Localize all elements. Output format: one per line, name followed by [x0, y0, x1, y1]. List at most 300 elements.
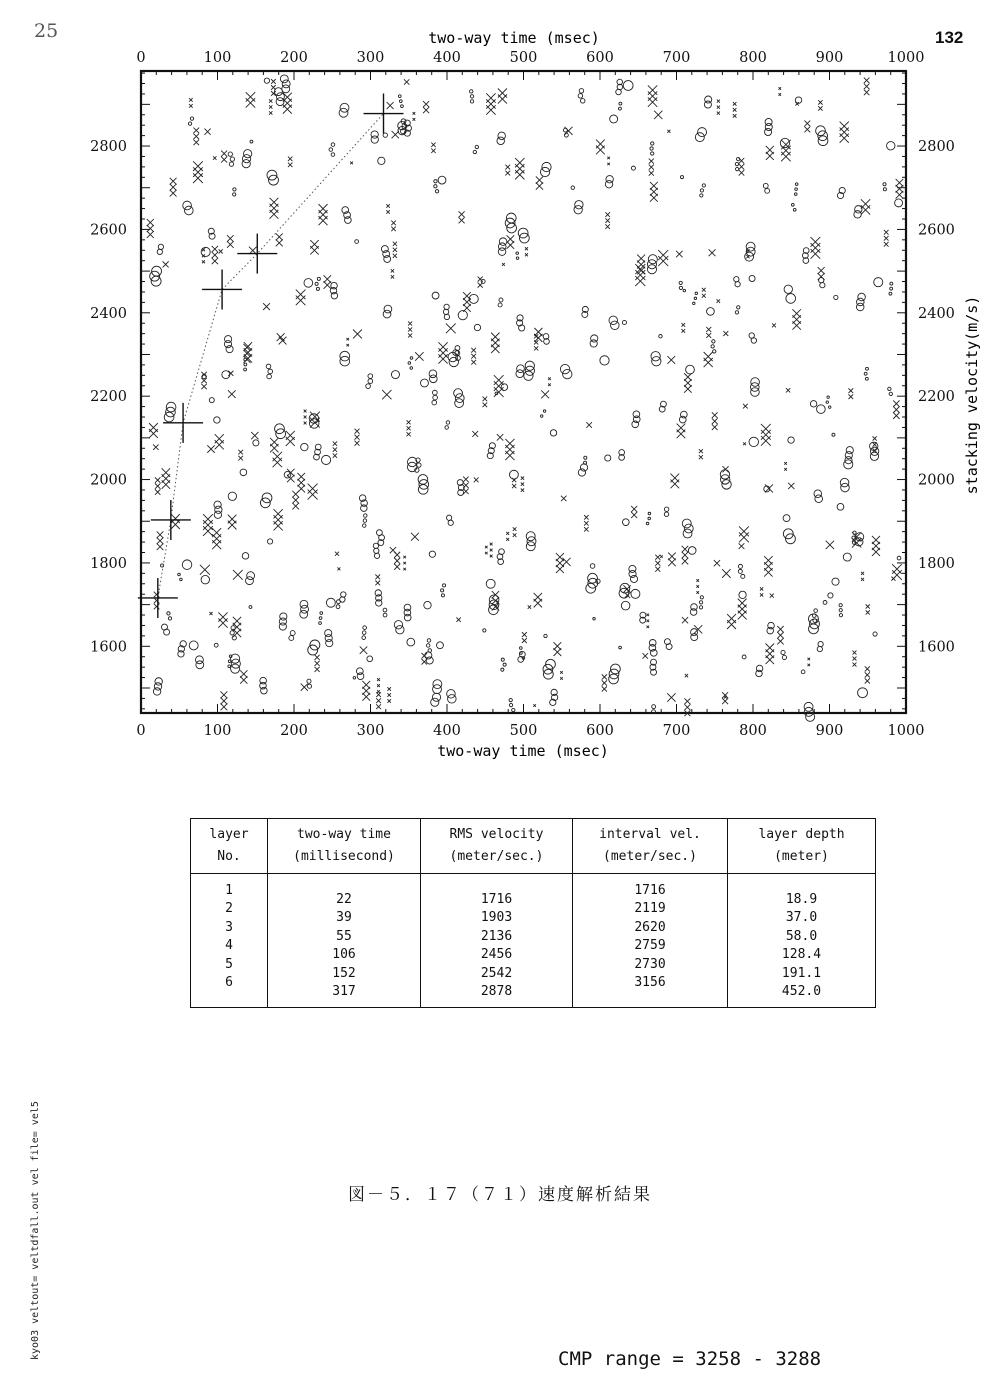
semblance-circle — [154, 683, 161, 690]
semblance-cross — [738, 611, 747, 620]
semblance-cross — [490, 543, 493, 546]
semblance-cross — [154, 604, 160, 610]
semblance-circle — [455, 399, 464, 408]
semblance-cross — [221, 151, 227, 157]
semblance-cross — [818, 267, 825, 274]
semblance-cross — [884, 236, 889, 241]
semblance-cross — [403, 568, 405, 570]
semblance-cross — [413, 112, 416, 115]
semblance-cross — [308, 484, 318, 494]
semblance-circle — [817, 646, 822, 651]
semblance-circle — [749, 437, 758, 446]
semblance-circle — [648, 517, 651, 520]
semblance-circle — [361, 505, 368, 512]
semblance-cross — [227, 241, 234, 248]
semblance-circle — [889, 292, 892, 295]
y-tick-label: 2200 — [918, 389, 955, 406]
semblance-cross — [505, 171, 510, 176]
semblance-cross — [668, 559, 676, 567]
semblance-circle — [233, 188, 236, 191]
y-tick-label: 2000 — [918, 472, 955, 489]
x-tick-label: 300 — [356, 50, 385, 66]
semblance-cross — [155, 483, 160, 488]
semblance-cross — [387, 102, 394, 109]
semblance-circle — [873, 632, 877, 636]
semblance-circle — [279, 623, 286, 630]
semblance-cross — [712, 412, 718, 418]
x-tick-label: 500 — [509, 50, 538, 66]
semblance-circle — [540, 167, 549, 176]
semblance-cross — [304, 416, 307, 419]
semblance-cross — [682, 546, 689, 553]
semblance-circle — [391, 371, 399, 379]
semblance-circle — [353, 677, 355, 679]
semblance-circle — [795, 188, 798, 191]
semblance-circle — [178, 573, 181, 576]
y-tick-labels-right — [918, 139, 955, 655]
semblance-cross — [811, 243, 821, 253]
semblance-cross — [848, 388, 853, 393]
semblance-cross — [375, 574, 380, 579]
semblance-cross — [722, 698, 728, 704]
semblance-circle — [315, 282, 318, 285]
semblance-circle — [339, 108, 348, 117]
semblance-cross — [784, 462, 787, 465]
semblance-circle — [782, 655, 786, 659]
semblance-circle — [473, 150, 476, 153]
semblance-circle — [579, 89, 584, 94]
x-tick-labels-bottom — [136, 723, 924, 739]
semblance-cross — [288, 163, 292, 167]
semblance-circle — [481, 279, 485, 283]
semblance-circle — [362, 631, 366, 635]
x-tick-label: 900 — [815, 50, 844, 66]
semblance-circle — [699, 606, 702, 609]
semblance-cross — [394, 564, 400, 570]
semblance-cross — [658, 256, 668, 266]
semblance-circle — [336, 605, 340, 609]
semblance-circle — [804, 702, 813, 711]
semblance-circle — [383, 310, 391, 318]
semblance-cross — [643, 653, 648, 658]
header-layer-no: layer No. — [191, 819, 268, 874]
semblance-cross — [525, 247, 528, 250]
semblance-cross — [212, 258, 218, 264]
semblance-cross — [403, 562, 405, 564]
semblance-circle — [226, 346, 233, 353]
semblance-circle — [702, 184, 705, 187]
semblance-cross — [297, 479, 305, 487]
semblance-circle — [870, 452, 878, 460]
semblance-circle — [184, 206, 193, 215]
semblance-circle — [168, 617, 171, 620]
semblance-circle — [433, 680, 442, 689]
y-tick-label: 1600 — [918, 639, 955, 656]
semblance-cross — [717, 100, 720, 103]
semblance-cross — [717, 106, 720, 109]
semblance-circle — [700, 194, 703, 197]
semblance-cross — [739, 543, 745, 549]
y-tick-label: 2400 — [90, 305, 127, 322]
semblance-cross — [411, 533, 419, 541]
semblance-circle — [765, 123, 772, 130]
semblance-cross — [347, 344, 349, 346]
semblance-cross — [515, 170, 524, 179]
semblance-cross — [655, 567, 660, 572]
semblance-circle — [408, 362, 411, 365]
semblance-cross — [202, 254, 205, 257]
semblance-cross — [202, 260, 205, 263]
semblance-cross — [238, 456, 243, 461]
semblance-cross — [893, 400, 899, 406]
semblance-cross — [308, 490, 318, 500]
semblance-circle — [751, 388, 760, 397]
semblance-circle — [290, 631, 295, 636]
semblance-circle — [693, 302, 695, 304]
semblance-circle — [228, 665, 231, 668]
semblance-cross — [491, 345, 499, 353]
semblance-circle — [611, 321, 620, 330]
semblance-cross — [203, 514, 213, 524]
semblance-cross — [203, 520, 213, 530]
semblance-circle — [495, 392, 498, 395]
semblance-circle — [763, 183, 768, 188]
semblance-cross — [215, 440, 224, 449]
semblance-circle — [817, 405, 826, 414]
column-layer-no — [191, 874, 268, 1008]
semblance-points — [147, 75, 903, 721]
semblance-cross — [212, 246, 218, 252]
semblance-cross — [808, 658, 811, 661]
semblance-circle — [679, 416, 686, 423]
semblance-cross — [324, 281, 331, 288]
semblance-cross — [387, 693, 391, 697]
semblance-cross — [193, 161, 203, 171]
semblance-cross — [702, 288, 706, 292]
semblance-cross — [471, 354, 476, 359]
semblance-circle — [432, 693, 440, 701]
semblance-circle — [864, 372, 867, 375]
semblance-cross — [220, 703, 227, 710]
semblance-circle — [499, 298, 503, 302]
x-tick-label: 700 — [662, 723, 691, 739]
semblance-cross — [602, 686, 607, 691]
semblance-circle — [340, 597, 345, 602]
semblance-circle — [683, 289, 686, 292]
semblance-cross — [521, 482, 524, 485]
semblance-circle — [209, 398, 214, 403]
semblance-circle — [700, 596, 703, 599]
semblance-cross — [463, 304, 471, 312]
semblance-cross — [584, 515, 588, 519]
semblance-circle — [631, 166, 635, 170]
semblance-cross — [861, 572, 864, 575]
column-interval-vel — [573, 874, 728, 1008]
semblance-circle — [742, 655, 746, 659]
semblance-circle — [679, 286, 682, 289]
semblance-cross — [733, 102, 737, 106]
semblance-cross — [648, 97, 657, 106]
semblance-cross — [377, 678, 380, 681]
semblance-cross — [781, 152, 791, 162]
x-tick-label: 300 — [356, 723, 385, 739]
semblance-cross — [808, 664, 811, 667]
semblance-circle — [329, 148, 333, 152]
semblance-circle — [448, 695, 457, 704]
semblance-cross — [896, 191, 904, 199]
semblance-cross — [534, 334, 538, 338]
semblance-cross — [811, 237, 821, 247]
semblance-cross — [605, 212, 610, 217]
semblance-cross — [471, 348, 476, 353]
semblance-cross — [483, 403, 488, 408]
semblance-cross — [605, 218, 610, 223]
semblance-cross — [335, 552, 339, 556]
semblance-cross — [655, 561, 660, 566]
semblance-cross — [811, 249, 821, 259]
table-cell: 152 — [332, 965, 356, 981]
semblance-circle — [246, 577, 254, 585]
semblance-cross — [513, 527, 517, 531]
semblance-cross — [892, 564, 902, 574]
y-tick-label: 2400 — [918, 305, 955, 322]
table-cell: 452.0 — [781, 983, 822, 999]
semblance-cross — [490, 549, 493, 552]
semblance-cross — [386, 210, 389, 213]
semblance-circle — [526, 542, 535, 551]
semblance-circle — [441, 589, 444, 592]
semblance-circle — [214, 501, 221, 508]
semblance-circle — [432, 400, 437, 405]
semblance-cross — [376, 704, 381, 709]
semblance-circle — [201, 575, 209, 583]
semblance-circle — [368, 379, 373, 384]
semblance-circle — [795, 183, 798, 186]
semblance-circle — [158, 244, 163, 249]
semblance-circle — [791, 203, 794, 206]
semblance-circle — [874, 278, 883, 287]
x-tick-label: 0 — [136, 723, 146, 739]
semblance-circle — [433, 395, 438, 400]
semblance-circle — [322, 455, 331, 464]
semblance-cross — [696, 579, 699, 582]
semblance-cross — [333, 453, 337, 457]
semblance-cross — [212, 540, 221, 549]
semblance-circle — [686, 365, 695, 374]
semblance-cross — [238, 450, 243, 455]
semblance-circle — [737, 306, 740, 309]
semblance-cross — [739, 164, 745, 170]
semblance-cross — [212, 252, 218, 258]
semblance-cross — [684, 379, 691, 386]
semblance-cross — [562, 558, 570, 566]
semblance-cross — [393, 248, 397, 252]
semblance-circle — [590, 564, 595, 569]
semblance-cross — [506, 532, 509, 535]
semblance-circle — [363, 626, 367, 630]
semblance-circle — [856, 303, 864, 311]
semblance-cross — [777, 638, 783, 644]
semblance-circle — [244, 368, 247, 371]
semblance-circle — [895, 199, 903, 207]
x-tick-label: 900 — [815, 723, 844, 739]
semblance-cross — [866, 610, 870, 614]
y-tick-label: 1600 — [90, 639, 127, 656]
semblance-circle — [593, 617, 595, 619]
semblance-cross — [696, 585, 699, 588]
semblance-circle — [331, 143, 335, 147]
semblance-cross — [492, 597, 499, 604]
x-tick-label: 1000 — [887, 50, 925, 66]
semblance-circle — [431, 698, 439, 706]
column-rms-velocity — [421, 874, 573, 1008]
semblance-cross — [203, 526, 213, 536]
table-cell: 18.9 — [785, 892, 818, 907]
semblance-cross — [677, 430, 686, 439]
semblance-circle — [446, 421, 450, 425]
semblance-circle — [437, 642, 444, 649]
semblance-circle — [433, 390, 438, 395]
semblance-cross — [390, 547, 396, 553]
semblance-cross — [407, 432, 411, 436]
semblance-cross — [884, 230, 889, 235]
side-note: kyo03 veltout= veltdfall.out vel file= vel5 — [30, 1101, 41, 1360]
semblance-circle — [501, 658, 504, 661]
semblance-cross — [521, 476, 524, 479]
semblance-cross — [647, 626, 650, 629]
semblance-circle — [820, 283, 825, 288]
semblance-cross — [463, 477, 468, 482]
semblance-cross — [778, 93, 781, 96]
semblance-circle — [319, 622, 322, 625]
semblance-circle — [699, 601, 702, 604]
semblance-circle — [371, 136, 378, 143]
semblance-circle — [712, 340, 715, 343]
semblance-cross — [277, 333, 285, 341]
semblance-cross — [635, 276, 645, 286]
semblance-cross — [270, 210, 279, 219]
semblance-cross — [438, 354, 447, 363]
semblance-circle — [680, 176, 683, 179]
semblance-cross — [193, 173, 203, 183]
semblance-circle — [814, 609, 818, 613]
semblance-circle — [605, 181, 612, 188]
x-tick-label: 600 — [586, 723, 614, 739]
semblance-cross — [865, 672, 870, 677]
semblance-cross — [270, 444, 278, 452]
semblance-circle — [426, 657, 433, 664]
semblance-cross — [761, 424, 771, 434]
semblance-circle — [267, 374, 272, 379]
semblance-circle — [888, 387, 891, 390]
semblance-circle — [425, 652, 432, 659]
semblance-circle — [433, 685, 442, 694]
semblance-cross — [761, 430, 771, 440]
table-cell: 37.0 — [785, 910, 818, 926]
semblance-cross — [502, 263, 505, 266]
semblance-circle — [695, 292, 697, 294]
semblance-cross — [355, 429, 360, 434]
semblance-cross — [534, 340, 538, 344]
x-tick-label: 600 — [586, 50, 614, 66]
semblance-cross — [865, 666, 870, 671]
semblance-circle — [519, 647, 522, 650]
semblance-cross — [864, 84, 870, 90]
semblance-cross — [602, 680, 607, 685]
semblance-cross — [727, 620, 736, 629]
semblance-circle — [713, 350, 716, 353]
semblance-cross — [157, 537, 164, 544]
semblance-circle — [454, 389, 463, 398]
semblance-circle — [590, 340, 597, 347]
semblance-circle — [355, 240, 359, 244]
semblance-cross — [667, 130, 670, 133]
semblance-cross — [873, 436, 877, 440]
semblance-circle — [307, 684, 311, 688]
semblance-circle — [326, 598, 335, 607]
semblance-circle — [610, 115, 618, 123]
semblance-circle — [700, 189, 703, 192]
semblance-circle — [378, 157, 385, 164]
semblance-circle — [516, 257, 519, 260]
semblance-circle — [196, 661, 204, 669]
semblance-cross — [896, 179, 904, 187]
semblance-circle — [249, 606, 252, 609]
semblance-cross — [376, 698, 381, 703]
semblance-cross — [584, 527, 588, 531]
semblance-cross — [766, 152, 774, 160]
semblance-cross — [528, 605, 531, 608]
semblance-circle — [266, 364, 271, 369]
semblance-cross — [292, 503, 299, 510]
semblance-cross — [422, 653, 428, 659]
x-tick-label: 100 — [203, 50, 232, 66]
semblance-circle — [580, 99, 585, 104]
semblance-circle — [707, 308, 715, 316]
x-tick-label: 800 — [739, 723, 767, 739]
semblance-circle — [188, 122, 191, 125]
semblance-circle — [498, 248, 506, 256]
semblance-circle — [363, 519, 366, 522]
semblance-circle — [605, 455, 611, 461]
table-cell: 2620 — [634, 919, 666, 935]
semblance-cross — [739, 170, 745, 176]
semblance-circle — [214, 511, 221, 518]
semblance-cross — [804, 127, 810, 133]
semblance-circle — [497, 137, 505, 145]
semblance-cross — [723, 331, 728, 336]
semblance-cross — [788, 483, 794, 489]
semblance-circle — [404, 614, 411, 621]
semblance-circle — [383, 133, 387, 137]
semblance-cross — [204, 129, 210, 135]
semblance-cross — [193, 134, 199, 140]
semblance-cross — [288, 157, 292, 161]
semblance-cross — [667, 693, 675, 701]
semblance-circle — [498, 132, 506, 140]
semblance-cross — [658, 250, 668, 260]
layer-velocity-table — [190, 818, 876, 1008]
velocity-pick-marker — [202, 269, 242, 309]
header-two-way-time: two-way time (millisecond) — [268, 819, 421, 874]
semblance-circle — [247, 572, 255, 580]
semblance-circle — [444, 314, 449, 319]
table-cell: 5 — [225, 956, 233, 972]
semblance-circle — [810, 401, 816, 407]
semblance-cross — [676, 251, 683, 258]
semblance-cross — [490, 555, 493, 558]
semblance-circle — [427, 639, 430, 642]
